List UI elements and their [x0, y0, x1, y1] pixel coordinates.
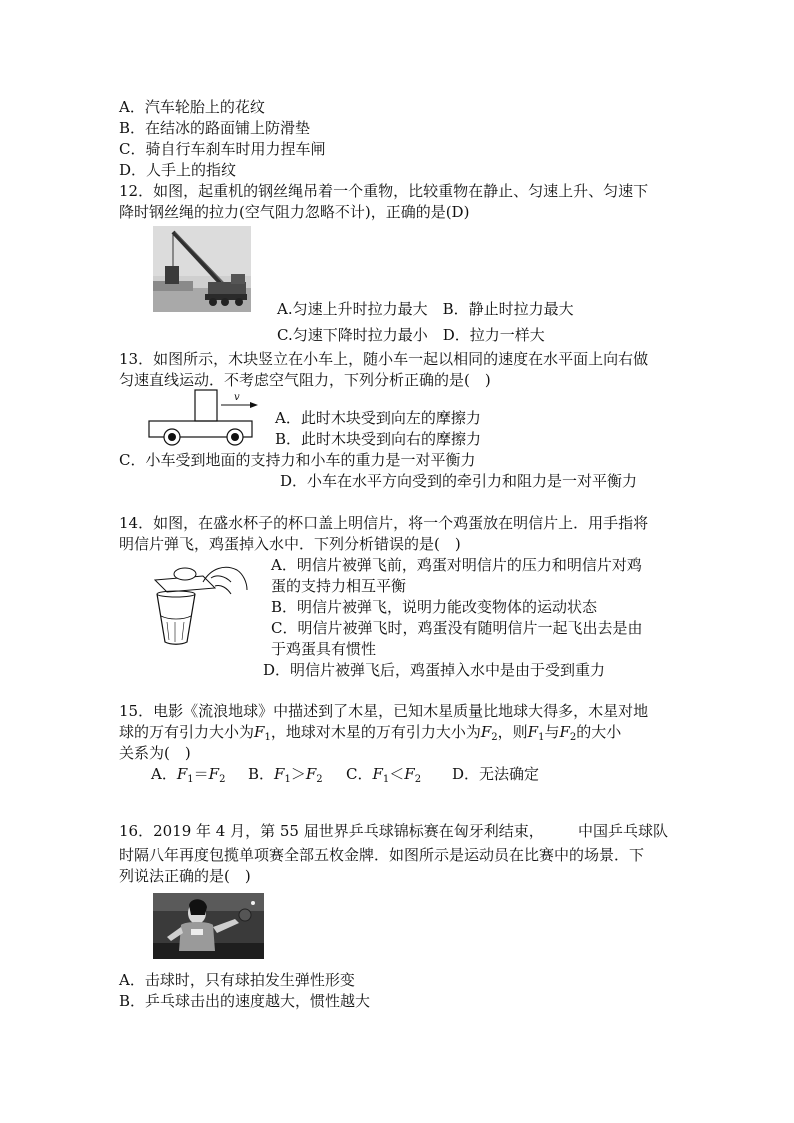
q15-option-d: D．无法确定: [452, 765, 540, 783]
q14-stem-line2: 明信片弹飞，鸡蛋掉入水中．下列分析错误的是( ): [119, 535, 461, 553]
q16-stem-line2: 时隔八年再度包揽单项赛全部五枚金牌．如图所示是运动员在比赛中的场景．下: [119, 846, 645, 864]
q13-stem-line2: 匀速直线运动．不考虑空气阻力，下列分析正确的是( ): [119, 371, 491, 389]
q12-stem-line2: 降时钢丝绳的拉力(空气阻力忽略不计)，正确的是(D): [119, 203, 470, 221]
velocity-label: v: [234, 392, 240, 403]
cart-block-diagram: [146, 388, 270, 452]
q13-stem-line1: 13．如图所示，木块竖立在小车上，随小车一起以相同的速度在水平面上向右做: [119, 350, 649, 368]
q11-option-d: D．人手上的指纹: [119, 161, 237, 179]
q11-option-c: C．骑自行车刹车时用力捏车闸: [119, 140, 326, 158]
q14-option-a-line1: A．明信片被弹飞前，鸡蛋对明信片的压力和明信片对鸡: [271, 556, 642, 574]
q14-stem-line1: 14．如图，在盛水杯子的杯口盖上明信片，将一个鸡蛋放在明信片上．用手指将: [119, 514, 649, 532]
q15-stem-line3: 关系为( ): [119, 744, 191, 762]
q12-stem-line1: 12．如图，起重机的钢丝绳吊着一个重物，比较重物在静止、匀速上升、匀速下: [119, 182, 649, 200]
q13-option-a: A．此时木块受到向左的摩擦力: [275, 409, 481, 427]
q15-stem-line2: 球的万有引力大小为$F_1$，地球对木星的万有引力大小为$F_2$，则$F_1$与$F_2$的大小: [119, 723, 622, 743]
q14-option-c-line2: 于鸡蛋具有惯性: [271, 640, 377, 658]
q16-stem-line3: 列说法正确的是( ): [119, 867, 251, 885]
q15-option-c: C．$F_1<F_2$: [346, 765, 422, 785]
q13-option-c: C．小车受到地面的支持力和小车的重力是一对平衡力: [119, 451, 476, 469]
q11-option-a: A．汽车轮胎上的花纹: [119, 98, 265, 116]
q13-option-b: B．此时木块受到向右的摩擦力: [275, 430, 482, 448]
q13-option-d: D．小车在水平方向受到的牵引力和阻力是一对平衡力: [280, 472, 638, 490]
q15-option-a: A．$F_1=F_2$: [151, 765, 226, 785]
q16-option-a: A．击球时，只有球拍发生弹性形变: [119, 971, 355, 989]
cup-egg-card-diagram: [151, 560, 251, 646]
table-tennis-photo: [153, 893, 264, 959]
q11-option-b: B．在结冰的路面铺上防滑垫: [119, 119, 311, 137]
q14-option-a-line2: 蛋的支持力相互平衡: [271, 577, 407, 595]
q12-options-line2: C.匀速下降时拉力最小 D．拉力一样大: [277, 326, 545, 344]
q15-option-b: B．$F_1>F_2$: [248, 765, 323, 785]
q14-option-b: B．明信片被弹飞，说明力能改变物体的运动状态: [271, 598, 598, 616]
q12-options-line1: A.匀速上升时拉力最大 B．静止时拉力最大: [277, 300, 574, 318]
q16-stem-line1b: 中国乒乓球队: [578, 822, 669, 840]
q14-option-c-line1: C．明信片被弹飞时，鸡蛋没有随明信片一起飞出去是由: [271, 619, 643, 637]
q16-option-b: B．乒乓球击出的速度越大，惯性越大: [119, 992, 371, 1010]
q14-option-d: D．明信片被弹飞后，鸡蛋掉入水中是由于受到重力: [263, 661, 606, 679]
q15-stem-line1: 15．电影《流浪地球》中描述到了木星，已知木星质量比地球大得多，木星对地: [119, 702, 649, 720]
q16-stem-line1a: 16．2019 年 4 月，第 55 届世界乒乓球锦标赛在匈牙利结束，: [119, 822, 544, 840]
crane-photo: [153, 226, 251, 312]
